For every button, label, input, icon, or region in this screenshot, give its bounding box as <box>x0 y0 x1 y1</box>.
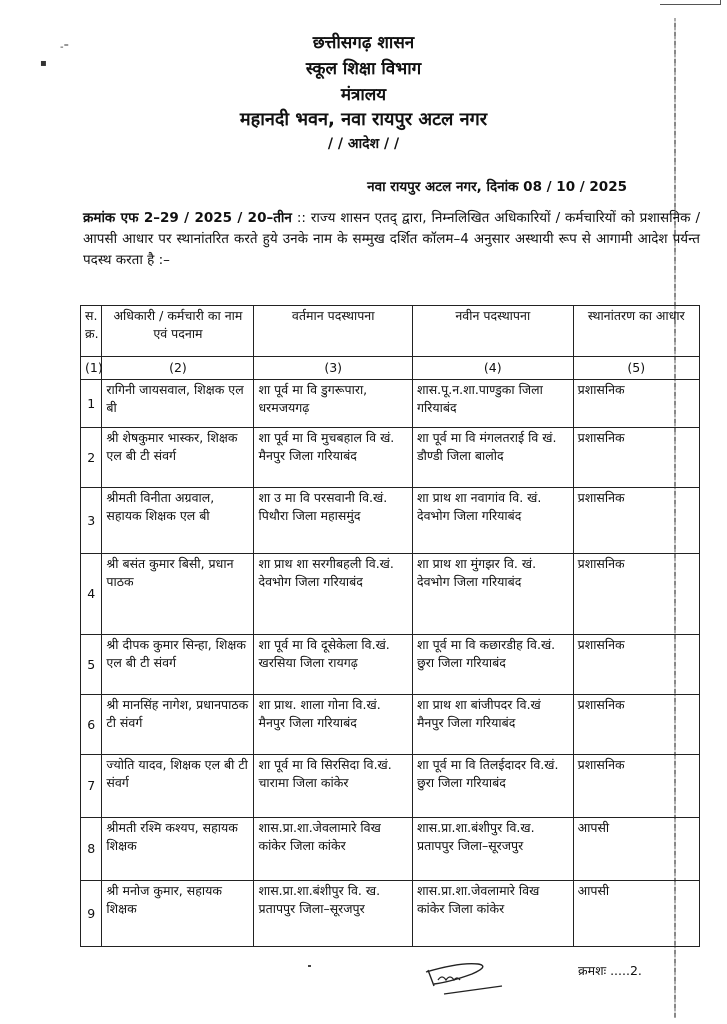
new-posting-cell: शास.प्रा.शा.जेवलामारे विख कांकेर जिला कांकेर <box>412 881 573 947</box>
current-posting-cell: शास.प्रा.शा.बंशीपुर वि. ख. प्रतापपुर जिला–सूरजपुर <box>254 881 412 947</box>
continued-note: क्रमशः .....2. <box>578 963 642 978</box>
scan-speck: ▪ <box>40 58 47 69</box>
table-row <box>81 488 700 554</box>
new-posting-cell: शा प्राथ शा नवागांव वि. खं. देवभोग जिला गरियाबंद <box>412 488 573 554</box>
table-row <box>81 380 700 428</box>
basis-cell: आपसी <box>573 818 699 881</box>
government-name: छत्तीसगढ़ शासन <box>312 33 415 53</box>
scan-speck <box>308 965 311 967</box>
serial-cell: 4 <box>81 554 102 635</box>
table-header-row <box>81 306 700 357</box>
basis-cell: प्रशासनिक <box>573 755 699 818</box>
table-row <box>81 635 700 695</box>
current-posting-cell: शा पूर्व मा वि मुचबहाल वि खं. मैनपुर जिला गरियाबंद <box>254 428 412 488</box>
name-cell: श्री शेषकुमार भास्कर, शिक्षक एल बी टी संवर्ग <box>102 428 254 488</box>
column-number: (4) <box>412 357 573 380</box>
transfer-table <box>80 305 700 947</box>
serial-cell: 1 <box>81 380 102 428</box>
name-cell: श्री दीपक कुमार सिन्हा, शिक्षक एल बी टी संवर्ग <box>102 635 254 695</box>
current-posting-cell: शा पूर्व मा वि दूसेकेला वि.खं. खरसिया जिला रायगढ़ <box>254 635 412 695</box>
scan-speck: -⁼ <box>60 42 69 53</box>
new-posting-cell: शास.प्रा.शा.बंशीपुर वि.ख. प्रतापपुर जिला–सूरजपुर <box>412 818 573 881</box>
new-posting-cell: शा पूर्व मा वि तिलईदादर वि.खं. छुरा जिला गरियाबंद <box>412 755 573 818</box>
basis-cell: प्रशासनिक <box>573 695 699 755</box>
order-paragraph <box>83 208 700 271</box>
order-title: / / आदेश / / <box>327 136 400 152</box>
header-new-posting: नवीन पदस्थापना <box>412 306 573 357</box>
current-posting-cell: शा पूर्व मा वि सिरसिदा वि.खं. चारामा जिला कांकेर <box>254 755 412 818</box>
basis-cell: प्रशासनिक <box>573 635 699 695</box>
serial-cell: 5 <box>81 635 102 695</box>
header-name-designation: अधिकारी / कर्मचारी का नाम एवं पदनाम <box>102 306 254 357</box>
current-posting-cell: शा प्राथ शा सरगीबहली वि.खं. देवभोग जिला गरियाबंद <box>254 554 412 635</box>
new-posting-cell: शा प्राथ शा बांजीपदर वि.खं मैनपुर जिला गरियाबंद <box>412 695 573 755</box>
table-row <box>81 695 700 755</box>
current-posting-cell: शा प्राथ. शाला गोना वि.खं. मैनपुर जिला गरियाबंद <box>254 695 412 755</box>
new-posting-cell: शा पूर्व मा वि कछारडीह वि.खं. छुरा जिला गरियाबंद <box>412 635 573 695</box>
department-name: स्कूल शिक्षा विभाग <box>305 59 422 79</box>
column-number: (2) <box>102 357 254 380</box>
table-row <box>81 428 700 488</box>
office-address: महानदी भवन, नवा रायपुर अटल नगर <box>239 109 488 130</box>
basis-cell: आपसी <box>573 881 699 947</box>
name-cell: रागिनी जायसवाल, शिक्षक एल बी <box>102 380 254 428</box>
name-cell: श्रीमती विनीता अग्रवाल, सहायक शिक्षक एल बी <box>102 488 254 554</box>
name-cell: श्री मानसिंह नागेश, प्रधानपाठक टी संवर्ग <box>102 695 254 755</box>
name-cell: श्रीमती रश्मि कश्यप, सहायक शिक्षक <box>102 818 254 881</box>
name-cell: श्री बसंत कुमार बिसी, प्रधान पाठक <box>102 554 254 635</box>
serial-cell: 7 <box>81 755 102 818</box>
place-date-line: नवा रायपुर अटल नगर, दिनांक 08 / 10 / 2025 <box>367 179 627 195</box>
order-number: क्रमांक एफ 2–29 / 2025 / 20–तीन <box>83 210 292 226</box>
basis-cell: प्रशासनिक <box>573 488 699 554</box>
basis-cell: प्रशासनिक <box>573 554 699 635</box>
column-number: (1) <box>81 357 102 380</box>
column-number: (5) <box>573 357 699 380</box>
column-number-row <box>81 357 700 380</box>
serial-cell: 8 <box>81 818 102 881</box>
name-cell: श्री मनोज कुमार, सहायक शिक्षक <box>102 881 254 947</box>
new-posting-cell: शा प्राथ शा मुंगझर वि. खं. देवभोग जिला गरियाबंद <box>412 554 573 635</box>
column-number: (3) <box>254 357 412 380</box>
signature <box>420 958 530 998</box>
order-body: :: राज्य शासन एतद् द्वारा, निम्नलिखित अधिकारियों / कर्मचारियों को प्रशासनिक / आपसी आधार पर स्थानांतरित करते हुये उनके नाम के सम्मुख दर्शित कॉलम–4 अनुसार अस्थायी रूप से आगामी आदेश पर्यन्त पदस्थ करता है :– <box>83 210 701 268</box>
current-posting-cell: शास.प्रा.शा.जेवलामारे विख कांकेर जिला कांकेर <box>254 818 412 881</box>
table-row <box>81 881 700 947</box>
serial-cell: 2 <box>81 428 102 488</box>
table-row <box>81 818 700 881</box>
ministry-name: मंत्रालय <box>340 85 387 105</box>
scan-edge-mark <box>660 0 721 5</box>
current-posting-cell: शा उ मा वि परसवानी वि.खं. पिथौरा जिला महासमुंद <box>254 488 412 554</box>
basis-cell: प्रशासनिक <box>573 428 699 488</box>
table-row <box>81 755 700 818</box>
serial-cell: 3 <box>81 488 102 554</box>
header-serial: स. क्र. <box>81 306 102 357</box>
basis-cell: प्रशासनिक <box>573 380 699 428</box>
header-transfer-basis: स्थानांतरण का आधार <box>573 306 699 357</box>
serial-cell: 6 <box>81 695 102 755</box>
header-current-posting: वर्तमान पदस्थापना <box>254 306 412 357</box>
table-row <box>81 554 700 635</box>
new-posting-cell: शास.पू.न.शा.पाण्डुका जिला गरियाबंद <box>412 380 573 428</box>
name-cell: ज्योति यादव, शिक्षक एल बी टी संवर्ग <box>102 755 254 818</box>
current-posting-cell: शा पूर्व मा वि डुगरूपारा, धरमजयगढ़ <box>254 380 412 428</box>
new-posting-cell: शा पूर्व मा वि मंगलतराई वि खं. डौण्डी जिला बालोद <box>412 428 573 488</box>
serial-cell: 9 <box>81 881 102 947</box>
